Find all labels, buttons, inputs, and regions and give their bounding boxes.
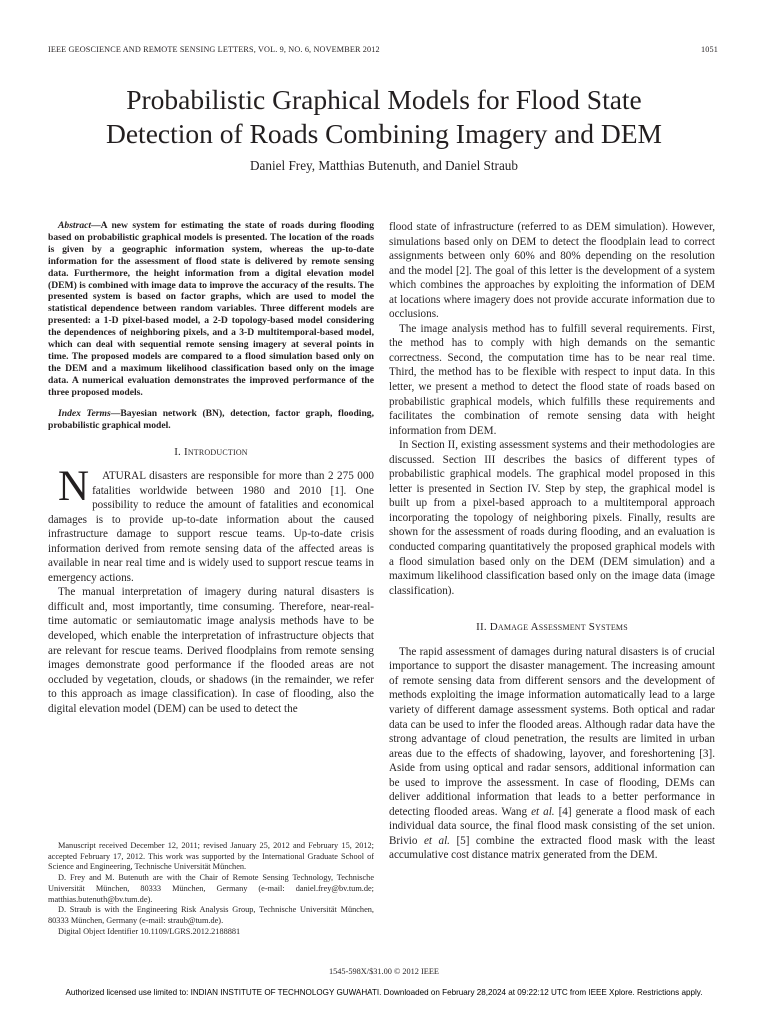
footnote-authors-1: D. Frey and M. Butenuth are with the Chair of Remote Sensing Technology, Technische Universität München, 80333 München, Germany (e-mail: daniel.frey@bv.tum.de; matthias.butenuth@bv.tum.de). [48,873,374,904]
abstract-text: —A new system for estimating the state of roads during flooding based on probabilistic graphical models is presented. The location of the roads is given by a geographic information system, whereas the up-to-date information for the assessment of flood state is delivered by remote sensing data. Furthermore, the height information from a digital elevation model (DEM) is combined with image data to improve the accuracy of the results. The presented system is based on factor graphs, which are used to model the statistical dependence between random variables. Three different models are presented: a 1-D pixel-based model, a 2-D topology-based model considering the dependences of neighboring pixels, and a 3-D multitemporal-based model, which can deal with sequential remote sensing imagery at several points in time. The proposed models are compared to a flood simulation based only on the DEM and a maximum likelihood classification based only on the image data. A numerical evaluation demonstrates the improved performance of the three proposed models. [48,220,374,398]
intro-paragraph-2: The manual interpretation of imagery during natural disasters is difficult and, most importantly, time consuming. Therefore, near-real-time automatic or semiautomatic image analysis methods have to be developed, which enable the interpretation of infrastructure objects that are relevant for rescue teams. Derived floodplains from remote sensing images demonstrate good performance if the flooded areas are not occluded by vegetation, clouds, or shadows (in the remainder, we refer to this approach as image classification). In case of flooding, also the digital elevation model (DEM) can be used to detect the [48,586,374,715]
drop-cap: N [58,462,90,510]
journal-name: IEEE GEOSCIENCE AND REMOTE SENSING LETTERS, VOL. 9, NO. 6, NOVEMBER 2012 [48,45,380,54]
running-header [48,45,718,54]
title-line-1: Probabilistic Graphical Models for Flood State [126,84,642,115]
damage-paragraph: The rapid assessment of damages during natural disasters is of crucial importance to support the disaster management. The increasing amount of remote sensing data from different sensors and the development of methods exploiting the image information automatically lead to a large variety of different damage assessment systems. Both optical and radar data can be used to infer the flooded areas. Although radar data have the strong advantage of cloud penetration, the results are limited in urban areas due to the effects of shadowing, layover, and foreshortening [3]. Aside from using optical and radar sensors, additional information can be used to improve the assessment. In case of flooding, DEMs can deliver additional information that leads to a better performance in detecting flooded areas. Wang et al. [4] generate a flood mask of each individual data source, the final flood mask consisting of the set union. Brivio et al. [5] combine the extracted flood mask with the least accumulative cost distance matrix generated from the DEM. [389,645,715,862]
right-paragraph-outline: In Section II, existing assessment systems and their methodologies are discussed. Section III describes the basics of different types of probabilistic graphical models. The graphical model proposed in this letter is presented in Section IV. Step by step, the graphical model is built up from a pixel-based approach to a multitemporal approach incorporating the topology of neighboring pixels. Finally, results are shown for the assessment of roads during flooding, and an evaluation is conducted comparing quantitatively the proposed graphical models with a flood simulation based only on the DEM (DEM simulation) and a maximum likelihood classification based only on the image data (image classification). [389,439,715,597]
author-list: Daniel Frey, Matthias Butenuth, and Daniel Straub [250,158,518,173]
footnote-doi: Digital Object Identifier 10.1109/LGRS.2012.2188881 [58,926,241,936]
license-notice: Authorized licensed use limited to: INDIAN INSTITUTE OF TECHNOLOGY GUWAHATI. Downloaded on February 28,2024 at 09:22:12 UTC from IEEE Xplore. Restrictions apply. [65,988,703,997]
title-line-2: Detection of Roads Combining Imagery and DEM [105,118,662,149]
section-title: Damage Assessment Systems [489,621,628,634]
section-heading-introduction [48,445,374,460]
right-paragraph-continued: flood state of infrastructure (referred to as DEM simulation). However, simulations based only on DEM to detect the floodplain lead to correct assignments between only 60% and 80% depending on the resolution and the model [2]. The goal of this letter is the development of a system which combines the approaches by exploiting the information of DEM at locations where imagery does not provide accurate information due to occlusions. [389,221,715,321]
section-title: Introduction [183,446,248,459]
section-number: II. [476,621,490,634]
left-column [48,220,374,716]
section-number: I. [174,446,184,459]
index-terms-label: Index Terms [58,407,111,419]
copyright-footer: 1545-598X/$31.00 © 2012 IEEE [328,967,439,976]
footnote-authors-2: D. Straub is with the Engineering Risk Analysis Group, Technische Universität München, 80333 München, Germany (e-mail: straub@tum.de). [48,905,374,925]
footnotes [48,841,374,937]
index-terms [48,408,374,432]
footnote-manuscript: Manuscript received December 12, 2011; revised January 25, 2012 and February 15, 2012; accepted February 17, 2012. This work was supported by the International Graduate School of Science and Engineering, Technische Universität München. [48,841,374,872]
page-number: 1051 [701,45,718,54]
index-terms-text: —Bayesian network (BN), detection, factor graph, flooding, probabilistic graphical model. [48,407,374,431]
paper-title [40,83,728,151]
right-column [389,220,715,863]
abstract-label: Abstract [58,220,92,231]
intro-paragraph-1 [48,462,374,585]
section-heading-damage-assessment [389,620,715,635]
abstract [48,220,374,399]
intro-paragraph-1-text: ATURAL disasters are responsible for more than 2 275 000 fatalities worldwide between 1980 and 2010 [1]. One possibility to reduce the amount of fatalities and economical damages is to provide up-to-date information about the caused infrastructure damage to support rescue teams. Up-to-date crisis information derived from remote sensing data of the affected areas is available in near real time and is widely used to support rescue teams in emergency actions. [48,469,374,584]
right-paragraph-requirements: The image analysis method has to fulfill several requirements. First, the method has to comply with high demands on the semantic correctness. Second, the computation time has to be near real time. Third, the method has to be flexible with respect to input data. In this letter, we present a method to detect the flood state of roads based on probabilistic graphical models, which fulfills these requirements and facilitates the combination of remote sensing data with height information from DEM. [389,322,715,437]
